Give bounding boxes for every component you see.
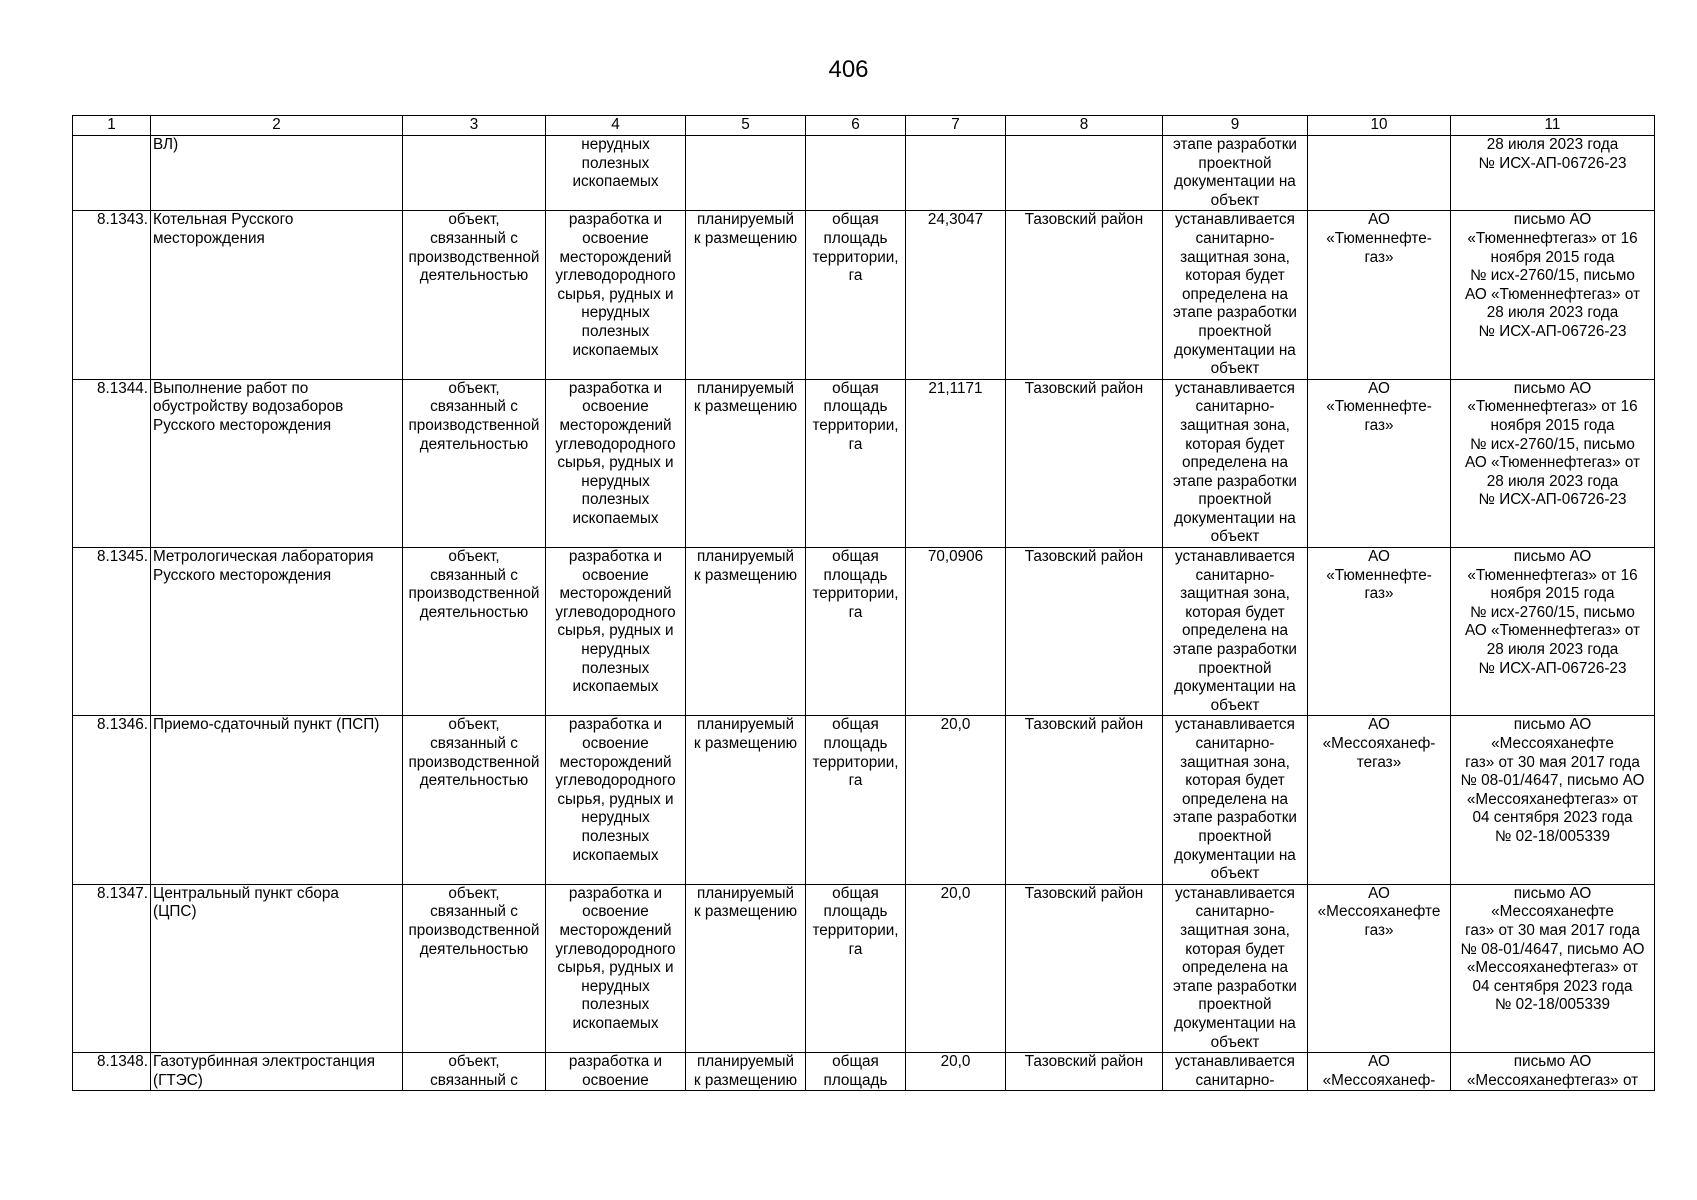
column-header-6: 6 bbox=[806, 116, 906, 136]
cell-status bbox=[686, 136, 806, 211]
cell-location: Тазовский район bbox=[1006, 716, 1163, 884]
cell-zone: устанавливается санитарно- защитная зона, которая будет определена на этапе разработки проектной документации на объект bbox=[1163, 884, 1308, 1052]
cell-source: письмо АО «Тюменнефтегаз» от 16 ноября 2015 года № исх-2760/15, письмо АО «Тюменнефтегаз» от 28 июля 2023 года № ИСХ-АП-06726-23 bbox=[1451, 548, 1655, 716]
cell-organization: АО «Мессояханефте газ» bbox=[1308, 884, 1451, 1052]
cell-source: письмо АО «Мессояханефтегаз» от bbox=[1451, 1053, 1655, 1091]
cell-purpose: разработка и освоение bbox=[546, 1053, 686, 1091]
cell-value: 20,0 bbox=[906, 1053, 1006, 1091]
cell-purpose: разработка и освоение месторождений углеводородного сырья, рудных и нерудных полезных ископаемых bbox=[546, 716, 686, 884]
cell-purpose: разработка и освоение месторождений углеводородного сырья, рудных и нерудных полезных ископаемых bbox=[546, 379, 686, 547]
cell-source: письмо АО «Тюменнефтегаз» от 16 ноября 2015 года № исх-2760/15, письмо АО «Тюменнефтегаз» от 28 июля 2023 года № ИСХ-АП-06726-23 bbox=[1451, 379, 1655, 547]
cell-number: 8.1347. bbox=[73, 884, 151, 1052]
cell-value: 24,3047 bbox=[906, 211, 1006, 379]
cell-status: планируемый к размещению bbox=[686, 1053, 806, 1091]
cell-status: планируемый к размещению bbox=[686, 548, 806, 716]
cell-parameter: общая площадь территории, га bbox=[806, 716, 906, 884]
cell-number: 8.1348. bbox=[73, 1053, 151, 1091]
cell-purpose: разработка и освоение месторождений углеводородного сырья, рудных и нерудных полезных ископаемых bbox=[546, 884, 686, 1052]
column-header-9: 9 bbox=[1163, 116, 1308, 136]
cell-object-type: объект, связанный с производственной деятельностью bbox=[403, 884, 546, 1052]
cell-location: Тазовский район bbox=[1006, 884, 1163, 1052]
cell-source: письмо АО «Мессояханефте газ» от 30 мая 2017 года № 08-01/4647, письмо АО «Мессояханефтегаз» от 04 сентября 2023 года № 02-18/005339 bbox=[1451, 884, 1655, 1052]
column-header-2: 2 bbox=[151, 116, 403, 136]
cell-parameter: общая площадь bbox=[806, 1053, 906, 1091]
cell-value bbox=[906, 136, 1006, 211]
cell-organization bbox=[1308, 136, 1451, 211]
cell-zone: устанавливается санитарно- защитная зона, которая будет определена на этапе разработки проектной документации на объект bbox=[1163, 211, 1308, 379]
cell-purpose: разработка и освоение месторождений углеводородного сырья, рудных и нерудных полезных ископаемых bbox=[546, 211, 686, 379]
table-row bbox=[73, 716, 1655, 884]
cell-object-name: Центральный пункт сбора (ЦПС) bbox=[151, 884, 403, 1052]
cell-organization: АО «Мессояханеф- bbox=[1308, 1053, 1451, 1091]
cell-object-name: ВЛ) bbox=[151, 136, 403, 211]
column-header-1: 1 bbox=[73, 116, 151, 136]
cell-parameter bbox=[806, 136, 906, 211]
cell-source: 28 июля 2023 года № ИСХ-АП-06726-23 bbox=[1451, 136, 1655, 211]
cell-status: планируемый к размещению bbox=[686, 884, 806, 1052]
table-row-continuation bbox=[73, 136, 1655, 211]
cell-location bbox=[1006, 136, 1163, 211]
cell-status: планируемый к размещению bbox=[686, 716, 806, 884]
cell-purpose: разработка и освоение месторождений углеводородного сырья, рудных и нерудных полезных ископаемых bbox=[546, 548, 686, 716]
cell-value: 70,0906 bbox=[906, 548, 1006, 716]
cell-zone: устанавливается санитарно- защитная зона, которая будет определена на этапе разработки проектной документации на объект bbox=[1163, 716, 1308, 884]
column-header-8: 8 bbox=[1006, 116, 1163, 136]
cell-location: Тазовский район bbox=[1006, 211, 1163, 379]
cell-object-type: объект, связанный с производственной деятельностью bbox=[403, 211, 546, 379]
cell-organization: АО «Тюменнефте- газ» bbox=[1308, 211, 1451, 379]
table-row bbox=[73, 1053, 1655, 1091]
column-header-5: 5 bbox=[686, 116, 806, 136]
cell-status: планируемый к размещению bbox=[686, 211, 806, 379]
cell-object-name: Приемо-сдаточный пункт (ПСП) bbox=[151, 716, 403, 884]
cell-location: Тазовский район bbox=[1006, 379, 1163, 547]
cell-location: Тазовский район bbox=[1006, 1053, 1163, 1091]
cell-value: 20,0 bbox=[906, 716, 1006, 884]
cell-zone: устанавливается санитарно- защитная зона, которая будет определена на этапе разработки проектной документации на объект bbox=[1163, 379, 1308, 547]
table-row bbox=[73, 884, 1655, 1052]
cell-purpose: нерудных полезных ископаемых bbox=[546, 136, 686, 211]
cell-zone: устанавливается санитарно- bbox=[1163, 1053, 1308, 1091]
column-header-10: 10 bbox=[1308, 116, 1451, 136]
cell-number: 8.1346. bbox=[73, 716, 151, 884]
cell-source: письмо АО «Мессояханефте газ» от 30 мая 2017 года № 08-01/4647, письмо АО «Мессояханефтегаз» от 04 сентября 2023 года № 02-18/005339 bbox=[1451, 716, 1655, 884]
cell-zone: устанавливается санитарно- защитная зона, которая будет определена на этапе разработки проектной документации на объект bbox=[1163, 548, 1308, 716]
cell-organization: АО «Тюменнефте- газ» bbox=[1308, 548, 1451, 716]
cell-organization: АО «Тюменнефте- газ» bbox=[1308, 379, 1451, 547]
cell-zone: этапе разработки проектной документации на объект bbox=[1163, 136, 1308, 211]
cell-parameter: общая площадь территории, га bbox=[806, 884, 906, 1052]
cell-object-name: Выполнение работ по обустройству водозаборов Русского месторождения bbox=[151, 379, 403, 547]
page-number: 406 bbox=[828, 56, 869, 83]
cell-object-type: объект, связанный с bbox=[403, 1053, 546, 1091]
column-header-11: 11 bbox=[1451, 116, 1655, 136]
cell-number: 8.1345. bbox=[73, 548, 151, 716]
cell-number: 8.1343. bbox=[73, 211, 151, 379]
objects-table bbox=[72, 115, 1655, 1091]
cell-object-name: Газотурбинная электростанция (ГТЭС) bbox=[151, 1053, 403, 1091]
cell-object-name: Метрологическая лаборатория Русского месторождения bbox=[151, 548, 403, 716]
cell-value: 20,0 bbox=[906, 884, 1006, 1052]
table-row bbox=[73, 211, 1655, 379]
cell-object-name: Котельная Русского месторождения bbox=[151, 211, 403, 379]
cell-object-type bbox=[403, 136, 546, 211]
cell-object-type: объект, связанный с производственной деятельностью bbox=[403, 548, 546, 716]
cell-parameter: общая площадь территории, га bbox=[806, 211, 906, 379]
column-header-4: 4 bbox=[546, 116, 686, 136]
cell-object-type: объект, связанный с производственной деятельностью bbox=[403, 716, 546, 884]
table-row bbox=[73, 379, 1655, 547]
column-header-7: 7 bbox=[906, 116, 1006, 136]
cell-number bbox=[73, 136, 151, 211]
table-row bbox=[73, 548, 1655, 716]
cell-parameter: общая площадь территории, га bbox=[806, 548, 906, 716]
cell-organization: АО «Мессояханеф- тегаз» bbox=[1308, 716, 1451, 884]
cell-parameter: общая площадь территории, га bbox=[806, 379, 906, 547]
cell-number: 8.1344. bbox=[73, 379, 151, 547]
cell-value: 21,1171 bbox=[906, 379, 1006, 547]
cell-source: письмо АО «Тюменнефтегаз» от 16 ноября 2015 года № исх-2760/15, письмо АО «Тюменнефтегаз» от 28 июля 2023 года № ИСХ-АП-06726-23 bbox=[1451, 211, 1655, 379]
cell-location: Тазовский район bbox=[1006, 548, 1163, 716]
header-row bbox=[73, 116, 1655, 136]
column-header-3: 3 bbox=[403, 116, 546, 136]
cell-status: планируемый к размещению bbox=[686, 379, 806, 547]
cell-object-type: объект, связанный с производственной деятельностью bbox=[403, 379, 546, 547]
